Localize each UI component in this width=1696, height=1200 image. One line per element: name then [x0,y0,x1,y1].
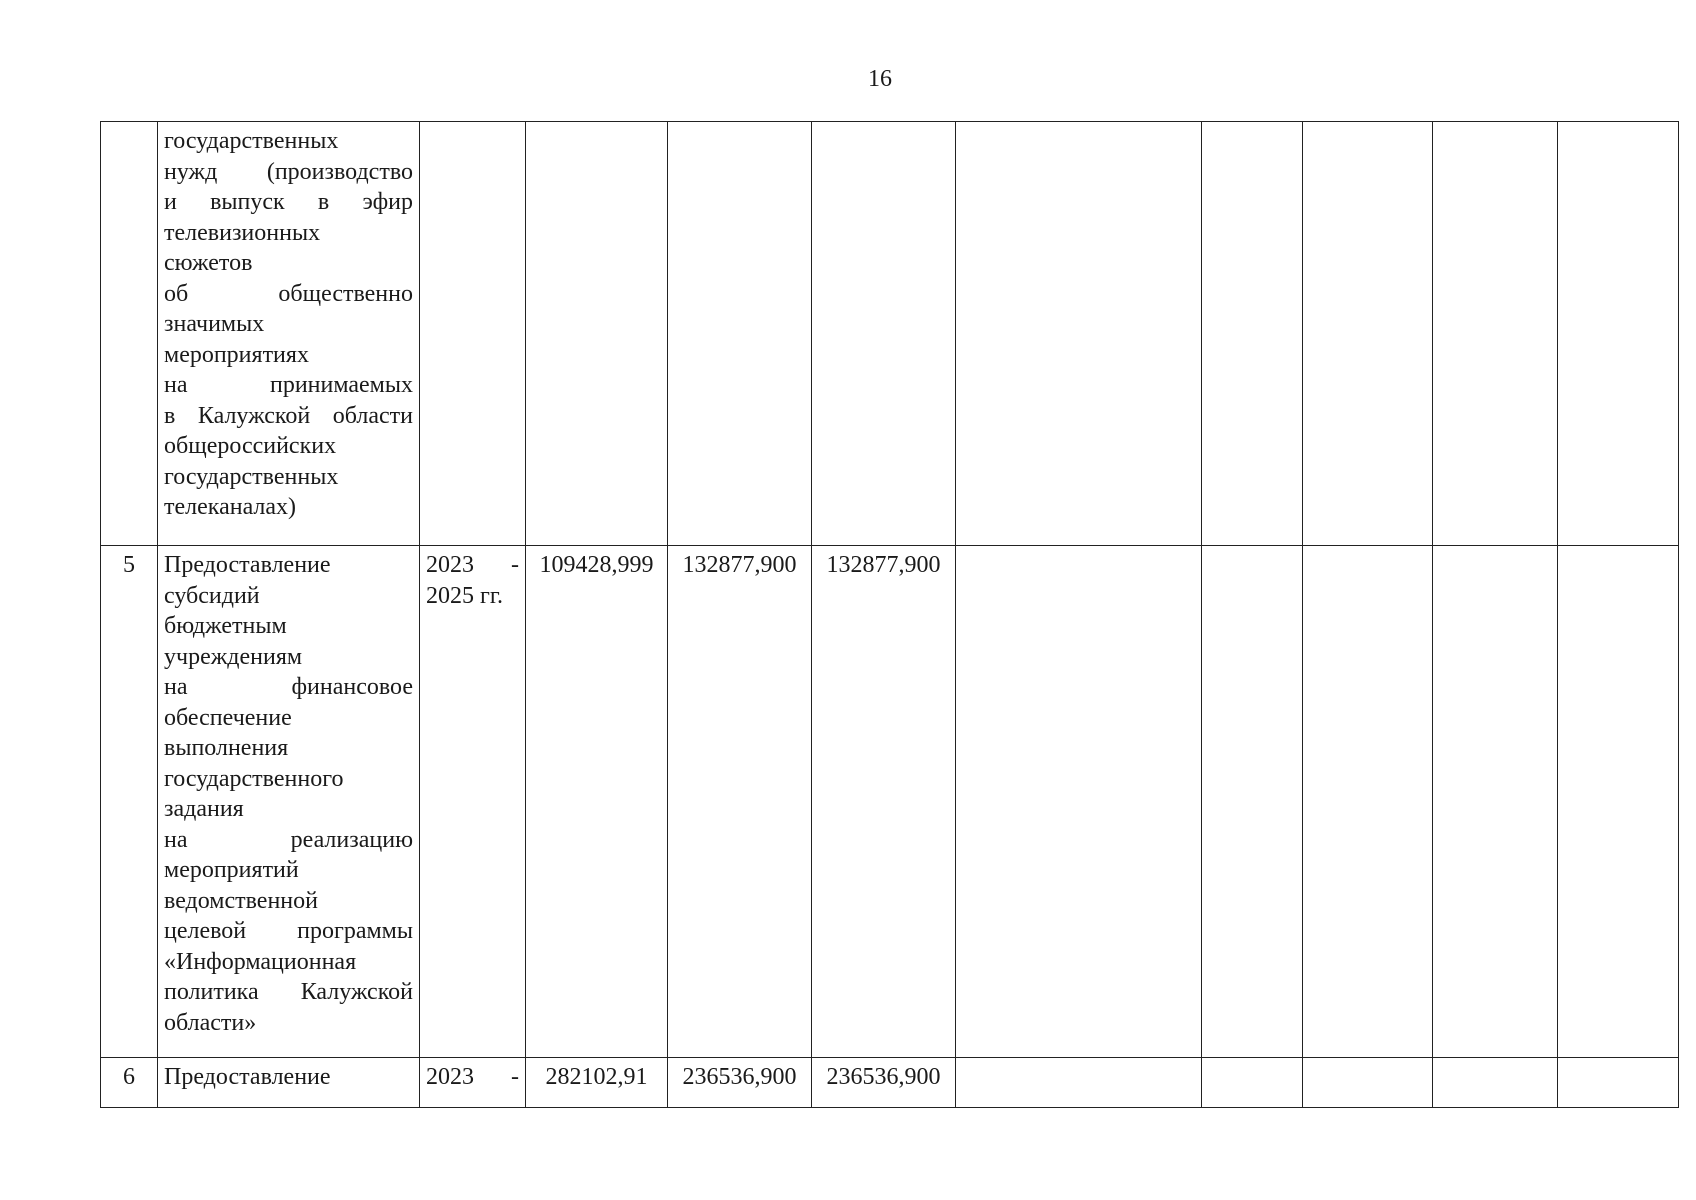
amount-v3: 236536,900 [812,1058,956,1108]
description-line: целевой программы [164,918,413,944]
description-line: «Информационная [164,948,357,975]
description-line: государственных [164,128,339,154]
amount-v2: 132877,900 [668,546,812,1058]
empty-cell [1558,1058,1679,1108]
description-line: об общественно [164,280,413,307]
row-number [101,122,158,546]
amount-v1: 282102,91 [526,1058,668,1108]
row-description [158,122,420,546]
description-line: государственного [164,765,344,792]
empty-cell [956,1058,1202,1108]
description-line: телеканалах) [164,494,297,520]
description-line: общероссийских [164,433,337,459]
description-line: телевизионных [164,219,321,246]
description-line: государственных [164,463,339,490]
amount-v2: 236536,900 [668,1058,812,1108]
description-line: на финансовое [164,674,413,700]
row-number: 5 [101,546,158,1058]
amount-v3 [812,122,956,546]
description-line: ведомственной [164,887,318,914]
description-line: на принимаемых [164,372,413,398]
period-start: 2023 [426,552,474,578]
description-line: Предоставление [164,552,331,578]
empty-cell [1433,546,1558,1058]
amount-v2 [668,122,812,546]
empty-cell [1303,1058,1433,1108]
empty-cell [1558,546,1679,1058]
description-line: политика Калужской [164,979,413,1005]
table-row [101,1058,1679,1108]
description-line: выполнения [164,735,289,761]
row-number: 6 [101,1058,158,1108]
table-row [101,546,1679,1058]
empty-cell [1303,122,1433,546]
description-line: значимых [164,311,265,337]
empty-cell [1202,122,1303,546]
empty-cell [1202,546,1303,1058]
description-line: Предоставление [164,1064,331,1090]
empty-cell [1558,122,1679,546]
description-line: и выпуск в эфир [164,189,413,215]
budget-table [100,121,1679,1108]
amount-v1 [526,122,668,546]
description-line: сюжетов [164,250,253,276]
empty-cell [1202,1058,1303,1108]
empty-cell [1303,546,1433,1058]
amount-v3: 132877,900 [812,546,956,1058]
page-number: 16 [868,66,892,92]
empty-cell [1433,1058,1558,1108]
description-line: в Калужской области [164,402,413,429]
description-line: мероприятий [164,857,299,883]
description-line: обеспечение [164,704,292,731]
period-dash: - [511,1064,519,1090]
description-line: на реализацию [164,826,413,853]
row-description [158,546,420,1058]
row-period [420,546,526,1058]
description-line: бюджетным [164,613,287,639]
period-end: 2025 гг. [426,582,503,609]
description-line: мероприятиях [164,341,309,368]
row-period [420,1058,526,1108]
period-start: 2023 [426,1064,474,1090]
empty-cell [956,546,1202,1058]
description-line: нужд (производство [164,158,413,185]
amount-v1: 109428,999 [526,546,668,1058]
row-description [158,1058,420,1108]
empty-cell [956,122,1202,546]
description-line: области» [164,1009,257,1036]
row-period [420,122,526,546]
period-dash: - [511,552,519,578]
table-row [101,122,1679,546]
description-line: задания [164,796,244,822]
empty-cell [1433,122,1558,546]
description-line: субсидий [164,582,260,609]
description-line: учреждениям [164,643,303,670]
